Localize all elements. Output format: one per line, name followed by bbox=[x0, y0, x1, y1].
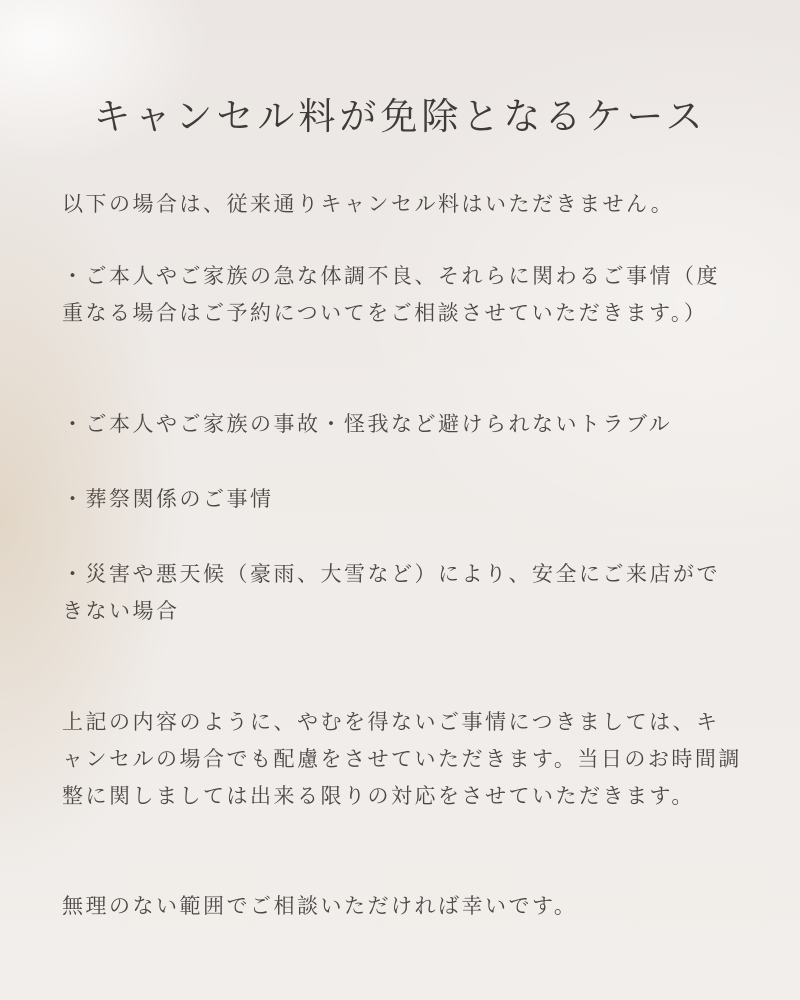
closing-paragraph: 上記の内容のように、やむを得ないご事情につきましては、キャンセルの場合でも配慮をさせていただきます。当日のお時間調整に関しましては出来る限りの対応をさせていただきます。 bbox=[62, 710, 742, 808]
intro-text: 以下の場合は、従来通りキャンセル料はいただきません。 bbox=[62, 192, 675, 216]
page-title: キャンセル料が免除となるケース bbox=[93, 95, 707, 138]
exemption-item-funeral: ・葬祭関係のご事情 bbox=[62, 487, 274, 511]
exemption-item-disaster: ・災害や悪天候（豪雨、大雪など）により、安全にご来店ができない場合 bbox=[62, 562, 720, 623]
exemption-item-illness: ・ご本人やご家族の急な体調不良、それらに関わるご事情（度重なる場合はご予約についてをご相談させていただきます。） bbox=[62, 264, 720, 325]
final-note: 無理のない範囲でご相談いただければ幸いです。 bbox=[62, 894, 578, 918]
exemption-item-accident: ・ご本人やご家族の事故・怪我など避けられないトラブル bbox=[62, 412, 673, 436]
